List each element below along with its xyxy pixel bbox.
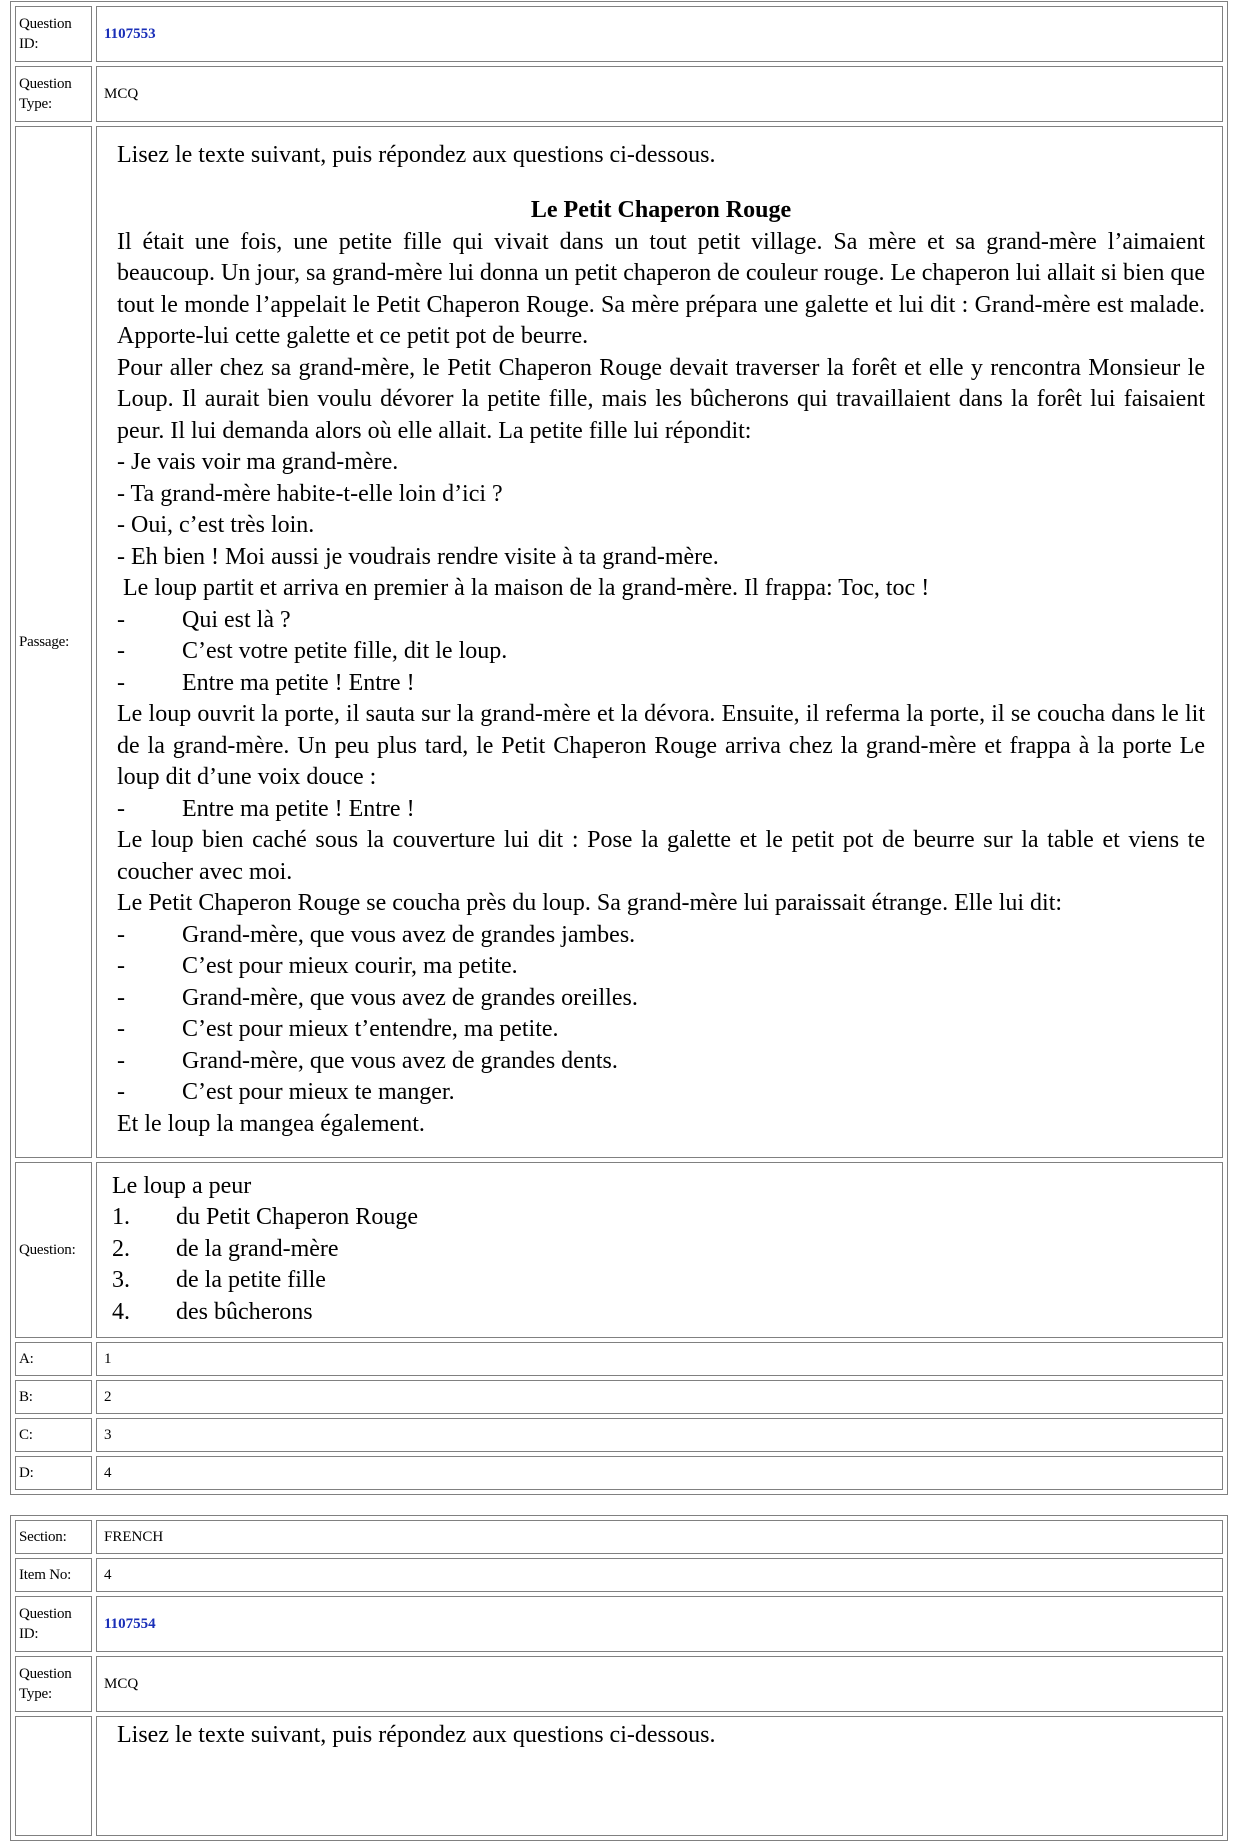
dialogue-text: Grand-mère, que vous avez de grandes dents.: [182, 1047, 618, 1074]
option-number: 3.: [112, 1267, 130, 1294]
question-id-value: 1107553: [96, 6, 1223, 62]
dialogue-line: [117, 794, 1205, 826]
question-option: [112, 1234, 1207, 1266]
question-id-label: Question ID:: [15, 6, 92, 62]
dialogue-line: [117, 983, 1205, 1015]
answer-c-value: 3: [96, 1418, 1223, 1452]
dialogue-line: - Je vais voir ma grand-mère.: [117, 449, 399, 476]
dialogue-line: [117, 668, 1205, 700]
dialogue-dash: -: [117, 984, 125, 1011]
question-type-label: Question Type:: [15, 66, 92, 122]
dialogue-text: Entre ma petite ! Entre !: [182, 669, 415, 696]
section-value: FRENCH: [96, 1520, 1223, 1554]
dialogue-dash: -: [117, 795, 125, 822]
question-id-label: Question ID:: [15, 1596, 92, 1652]
question-cell: [96, 1162, 1223, 1338]
dialogue-line: [117, 1077, 1205, 1109]
option-number: 1.: [112, 1204, 130, 1231]
passage-label: Passage:: [15, 126, 92, 1158]
dialogue-line: [117, 920, 1205, 952]
dialogue-line: [117, 951, 1205, 983]
dialogue-dash: -: [117, 1079, 125, 1106]
passage-paragraph: Le loup ouvrit la porte, il sauta sur la grand-mère et la dévora. Ensuite, il referma la porte, il se coucha dans le lit de la grand-mère. Un peu plus tard, le Petit Chaperon Rouge arriva chez la grand-mère et frappa à la porte Le loup dit d’une voix douce :: [117, 701, 1205, 791]
passage-paragraph: Le loup bien caché sous la couverture lui dit : Pose la galette et le petit pot de beurre sur la table et viens te coucher avec moi.: [117, 827, 1205, 885]
passage-intro: Lisez le texte suivant, puis répondez aux questions ci-dessous.: [117, 1722, 716, 1748]
dialogue-text: Grand-mère, que vous avez de grandes oreilles.: [182, 984, 638, 1011]
dialogue-text: C’est pour mieux te manger.: [182, 1079, 455, 1106]
passage-cell: [96, 1716, 1223, 1836]
question-type-value: MCQ: [96, 1656, 1223, 1712]
dialogue-dash: -: [117, 953, 125, 980]
dialogue-line: [117, 605, 1205, 637]
dialogue-text: Qui est là ?: [182, 606, 291, 633]
dialogue-dash: -: [117, 638, 125, 665]
answer-b-value: 2: [96, 1380, 1223, 1414]
answer-d-value: 4: [96, 1456, 1223, 1490]
question-type-label: Question Type:: [15, 1656, 92, 1712]
question-stem: Le loup a peur: [112, 1172, 252, 1199]
question-label: Question:: [15, 1162, 92, 1338]
passage-label: [15, 1716, 92, 1836]
option-number: 2.: [112, 1235, 130, 1262]
dialogue-dash: -: [117, 921, 125, 948]
passage-cell: [96, 126, 1223, 1158]
item-no-value: 4: [96, 1558, 1223, 1592]
question-id-value: 1107554: [96, 1596, 1223, 1652]
dialogue-text: Grand-mère, que vous avez de grandes jambes.: [182, 921, 636, 948]
passage-paragraph: Et le loup la mangea également.: [117, 1110, 425, 1137]
item-no-label: Item No:: [15, 1558, 92, 1592]
question-table-1: [10, 1, 1228, 1495]
passage-text: [97, 134, 1222, 1151]
passage-intro: Lisez le texte suivant, puis répondez aux questions ci-dessous.: [117, 141, 716, 168]
dialogue-dash: -: [117, 669, 125, 696]
answer-a-label: A:: [15, 1342, 92, 1376]
question-type-value: MCQ: [96, 66, 1223, 122]
passage-paragraph: Le loup partit et arriva en premier à la maison de la grand-mère. Il frappa: Toc, toc !: [117, 575, 930, 602]
question-option: [112, 1265, 1207, 1297]
question-table-2: [10, 1515, 1228, 1841]
answer-a-value: 1: [96, 1342, 1223, 1376]
dialogue-text: C’est pour mieux courir, ma petite.: [182, 953, 518, 980]
section-label: Section:: [15, 1520, 92, 1554]
passage-paragraph: Le Petit Chaperon Rouge se coucha près du loup. Sa grand-mère lui paraissait étrange. Elle lui dit:: [117, 890, 1063, 917]
option-text: de la petite fille: [176, 1267, 326, 1294]
question-option: [112, 1297, 1207, 1329]
dialogue-line: [117, 1014, 1205, 1046]
passage-paragraph: Il était une fois, une petite fille qui vivait dans un tout petit village. Sa mère et sa grand-mère l’aimaient beaucoup. Un jour, sa grand-mère lui donna un petit chaperon de couleur rouge. Le chaperon lui allait si bien que tout le monde l’appelait le Petit Chaperon Rouge. Sa mère prépara une galette et lui dit : Grand-mère est malade. Apporte-lui cette galette et ce petit pot de beurre.: [117, 228, 1205, 350]
dialogue-dash: -: [117, 606, 125, 633]
question-text: [97, 1164, 1222, 1337]
answer-b-label: B:: [15, 1380, 92, 1414]
option-text: du Petit Chaperon Rouge: [176, 1204, 418, 1231]
dialogue-text: C’est votre petite fille, dit le loup.: [182, 638, 508, 665]
dialogue-dash: -: [117, 1016, 125, 1043]
dialogue-text: Entre ma petite ! Entre !: [182, 795, 415, 822]
dialogue-text: C’est pour mieux t’entendre, ma petite.: [182, 1016, 559, 1043]
answer-c-label: C:: [15, 1418, 92, 1452]
dialogue-dash: -: [117, 1047, 125, 1074]
dialogue-line: [117, 636, 1205, 668]
option-number: 4.: [112, 1298, 130, 1325]
dialogue-line: - Ta grand-mère habite-t-elle loin d’ici ?: [117, 480, 503, 507]
question-option: [112, 1202, 1207, 1234]
option-text: de la grand-mère: [176, 1235, 339, 1262]
dialogue-line: - Eh bien ! Moi aussi je voudrais rendre visite à ta grand-mère.: [117, 543, 719, 570]
dialogue-line: [117, 1046, 1205, 1078]
option-text: des bûcherons: [176, 1298, 313, 1325]
answer-d-label: D:: [15, 1456, 92, 1490]
passage-title: Le Petit Chaperon Rouge: [530, 197, 792, 224]
passage-paragraph: Pour aller chez sa grand-mère, le Petit Chaperon Rouge devait traverser la forêt et elle y rencontra Monsieur le Loup. Il aurait bien voulu dévorer la petite fille, mais les bûcherons qui travaillaient dans la forêt lui faisaient peur. Il lui demanda alors où elle allait. La petite fille lui répondit:: [117, 354, 1205, 444]
dialogue-line: - Oui, c’est très loin.: [117, 512, 315, 539]
